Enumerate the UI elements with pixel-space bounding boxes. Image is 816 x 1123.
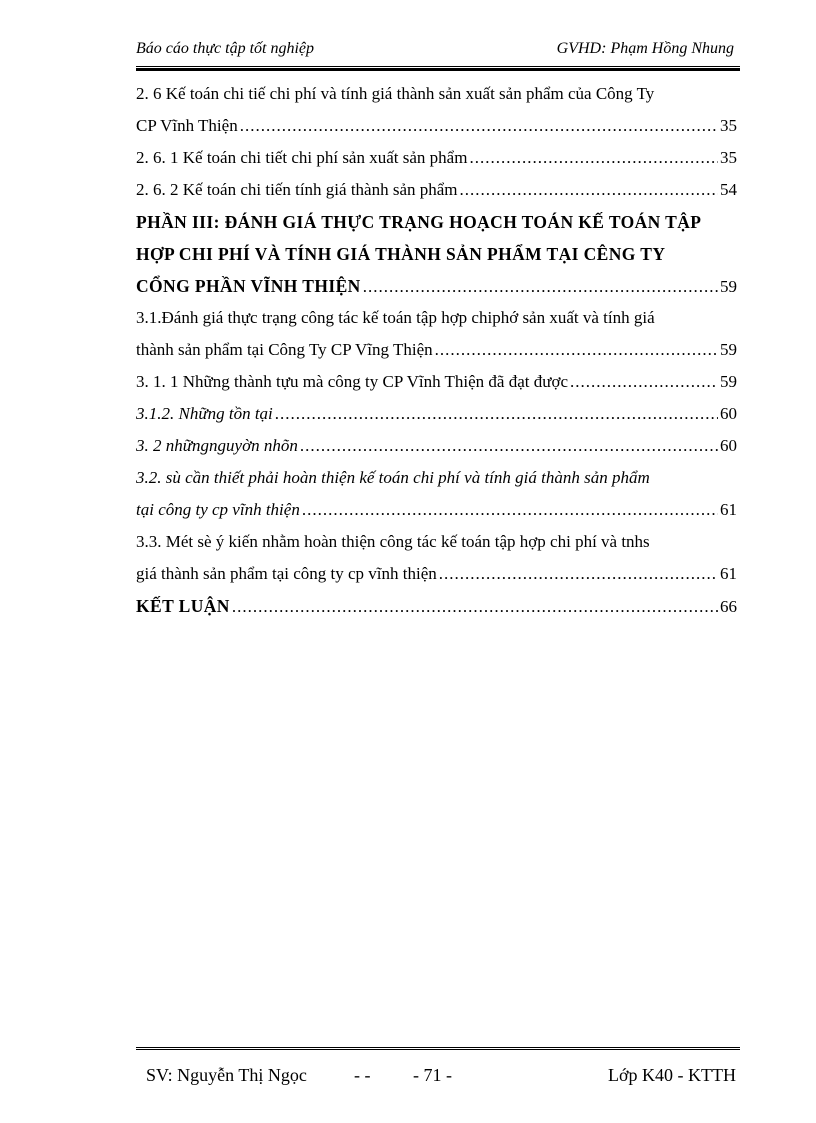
toc-line [136,302,737,334]
toc-line [136,270,737,302]
toc-leader-dots [439,558,718,590]
header-report-title: Báo cáo thực tập tốt nghiệp [136,40,315,57]
toc-page-number: 66 [720,597,737,616]
toc-entry-text: KẾT LUẬN [136,596,230,616]
toc-leader-dots [232,591,718,622]
toc-entry-text: 3.3. Mét sè ý kiến nhằm hoàn thiện công tác kế toán tập hợp chi phí và tnhs [136,532,650,551]
toc-line [136,238,737,270]
toc-entry-text: HỢP CHI PHÍ VÀ TÍNH GIÁ THÀNH SẢN PHẨM TẠI CÊNG TY [136,244,666,264]
toc-entry-text: 2. 6 Kế toán chi tiế chi phí và tính giá thành sản xuất sản phẩm của Công Ty [136,84,655,103]
toc-page-number: 60 [720,404,737,423]
header-rule-thin [136,66,740,67]
toc-page-number: 35 [720,116,737,135]
toc-leader-dots [570,366,718,398]
footer-page-number: - 71 - [413,1065,452,1085]
toc-leader-dots [363,271,718,302]
toc-line [136,110,737,142]
footer-rule-thin-bottom [136,1049,740,1050]
toc-line [136,142,737,174]
toc-entry-text: 3. 2 nhữngnguyờn nhõn [136,436,298,455]
toc-page-number: 54 [720,180,737,199]
toc-entry-text: CP Vĩnh Thiện [136,116,238,135]
toc-page-number: 60 [720,436,737,455]
toc-line [136,206,737,238]
toc-page-number: 61 [720,500,737,519]
toc-entry-text: 3.2. sù cần thiết phải hoàn thiện kế toán chi phí và tính giá thành sản phẩm [136,468,650,487]
header-rule-thick [136,68,740,71]
toc-line [136,590,737,622]
toc-line [136,558,737,590]
footer-student-name: SV: Nguyễn Thị Ngọc [146,1065,307,1085]
footer-dashes: - - [354,1065,371,1085]
toc-entry-text: thành sản phẩm tại Công Ty CP Vĩng Thiện [136,340,433,359]
table-of-contents [136,78,737,622]
toc-leader-dots [469,142,718,174]
page-footer [136,1062,740,1088]
toc-entry-text: 3.1.Đánh giá thực trạng công tác kế toán tập hợp chiphớ sản xuất và tính giá [136,308,655,327]
toc-line [136,174,737,206]
toc-leader-dots [240,110,718,142]
toc-entry-text: 2. 6. 1 Kế toán chi tiết chi phí sản xuất sản phẩm [136,148,468,167]
toc-entry-text: 2. 6. 2 Kế toán chi tiến tính giá thành sản phẩm [136,180,458,199]
toc-leader-dots [275,398,718,430]
toc-entry-text: giá thành sản phẩm tại công ty cp vĩnh thiện [136,564,437,583]
toc-line [136,526,737,558]
footer-class: Lớp K40 - KTTH [608,1065,736,1085]
toc-line [136,366,737,398]
toc-page-number: 35 [720,148,737,167]
footer-rule-thin-top [136,1047,740,1048]
toc-line [136,78,737,110]
toc-line [136,398,737,430]
toc-line [136,462,737,494]
toc-leader-dots [460,174,718,206]
header-supervisor: GVHD: Phạm Hồng Nhung [556,40,734,57]
toc-entry-text: 3. 1. 1 Những thành tựu mà công ty CP Vĩnh Thiện đã đạt được [136,372,568,391]
toc-leader-dots [435,334,718,366]
toc-page-number: 61 [720,564,737,583]
toc-leader-dots [302,494,718,526]
toc-page-number: 59 [720,372,737,391]
toc-entry-text: CỔNG PHẦN VĨNH THIỆN [136,276,361,296]
toc-entry-text: 3.1.2. Những tồn tại [136,404,273,423]
toc-page-number: 59 [720,340,737,359]
toc-line [136,494,737,526]
toc-line [136,430,737,462]
toc-entry-text: tại công ty cp vĩnh thiện [136,500,300,519]
toc-line [136,334,737,366]
toc-leader-dots [300,430,718,462]
toc-entry-text: PHẦN III: ĐÁNH GIÁ THỰC TRẠNG HOẠCH TOÁN KẾ TOÁN TẬP [136,212,702,232]
toc-page-number: 59 [720,277,737,296]
